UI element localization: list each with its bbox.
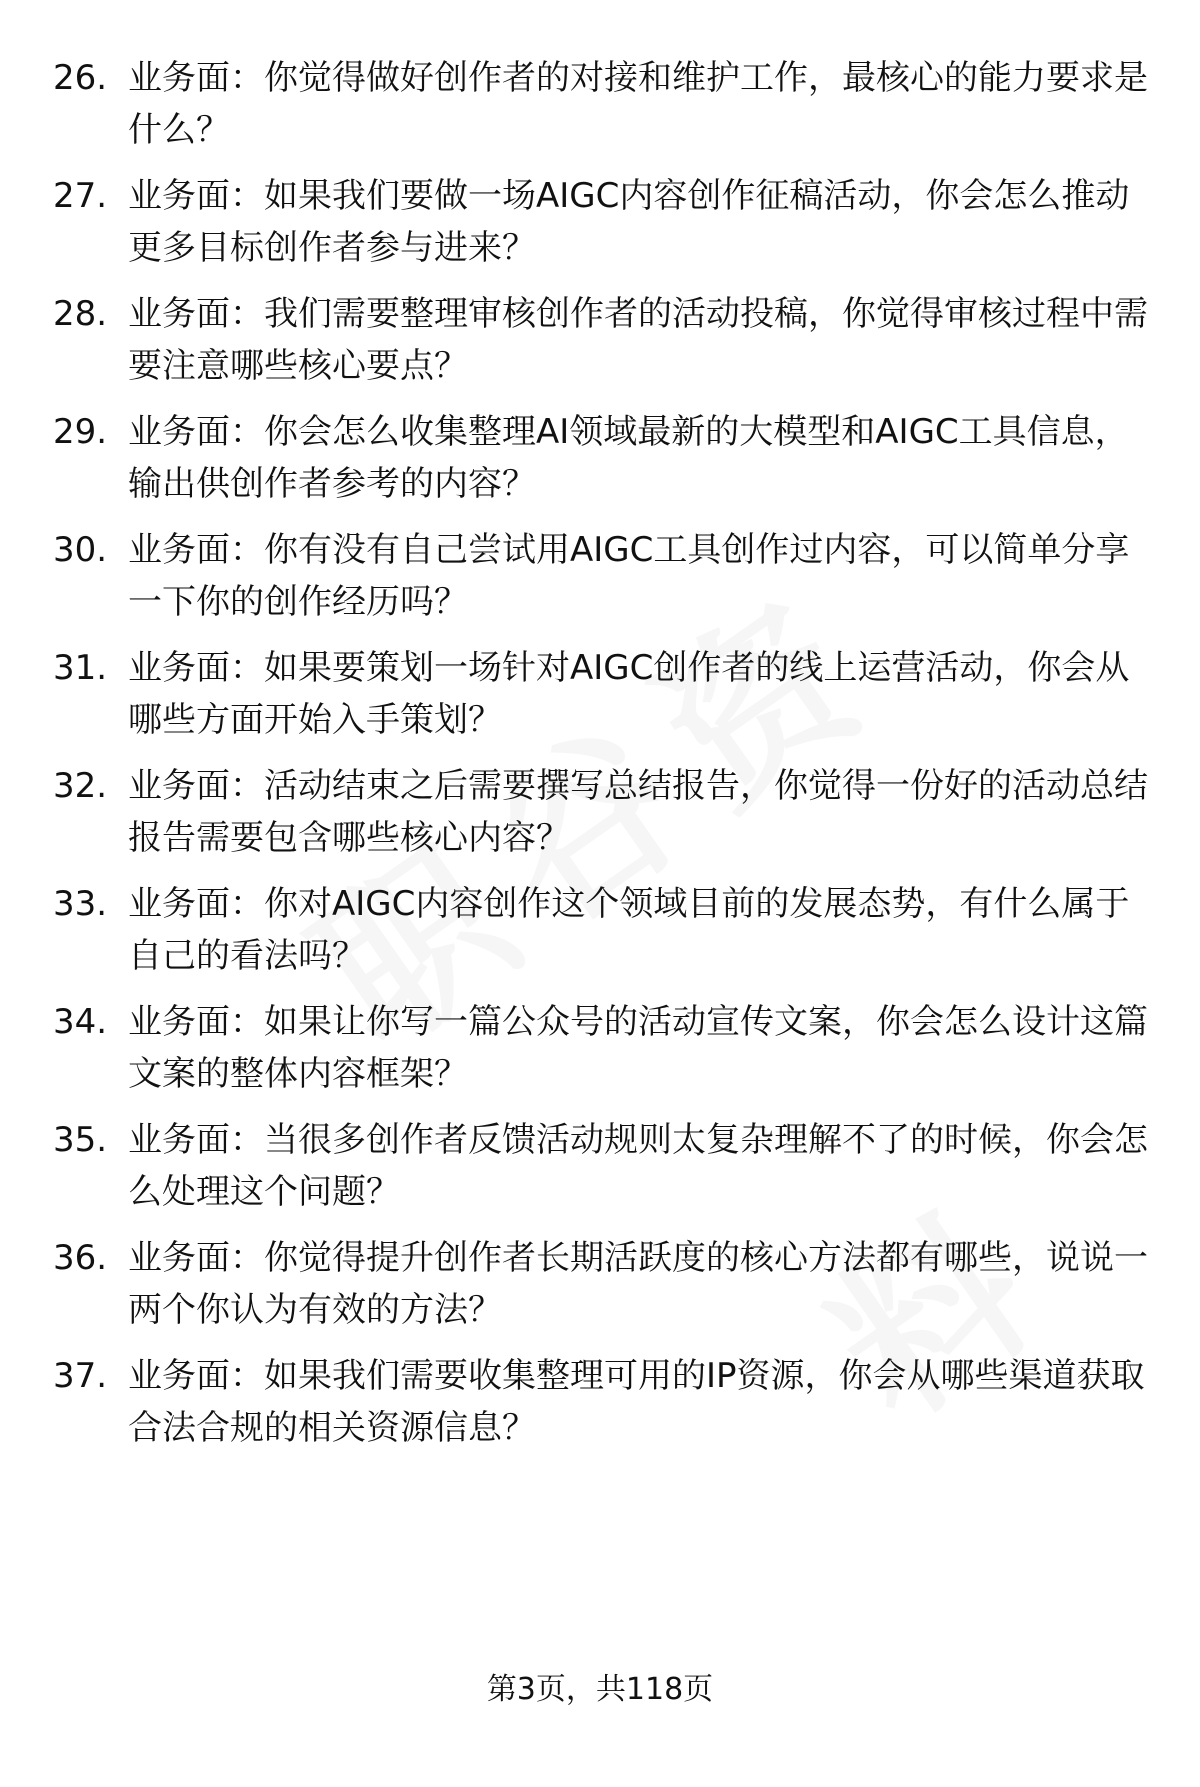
question-number: 32.: [53, 766, 108, 806]
question-number: 37.: [53, 1356, 108, 1396]
question-text: 业务面：你对AIGC内容创作这个领域目前的发展态势，有什么属于自己的看法吗？: [128, 884, 1130, 976]
question-number: 36.: [53, 1238, 108, 1278]
question-item: [0, 1350, 1200, 1470]
question-number: 31.: [53, 648, 108, 688]
question-item: [0, 996, 1200, 1116]
question-number: 30.: [53, 530, 108, 570]
question-text: 业务面：我们需要整理审核创作者的活动投稿，你觉得审核过程中需要注意哪些核心要点？: [128, 294, 1148, 386]
question-number: 33.: [53, 884, 108, 924]
question-item: [0, 1114, 1200, 1234]
question-text: 业务面：如果我们需要收集整理可用的IP资源，你会从哪些渠道获取合法合规的相关资源信息？: [128, 1356, 1145, 1448]
question-number: 35.: [53, 1120, 108, 1160]
question-item: [0, 406, 1200, 526]
question-number: 28.: [53, 294, 108, 334]
question-number: 29.: [53, 412, 108, 452]
question-item: [0, 52, 1200, 172]
question-text: 业务面：当很多创作者反馈活动规则太复杂理解不了的时候，你会怎么处理这个问题？: [128, 1120, 1148, 1212]
question-item: [0, 170, 1200, 290]
question-text: 业务面：如果我们要做一场AIGC内容创作征稿活动，你会怎么推动更多目标创作者参与进来？: [128, 176, 1130, 268]
page-number-label: 第3页，共118页: [486, 1672, 714, 1707]
question-text: 业务面：你觉得提升创作者长期活跃度的核心方法都有哪些，说说一两个你认为有效的方法？: [128, 1238, 1148, 1330]
question-item: [0, 878, 1200, 998]
question-text: 业务面：如果要策划一场针对AIGC创作者的线上运营活动，你会从哪些方面开始入手策划？: [128, 648, 1130, 740]
question-item: [0, 288, 1200, 408]
question-text: 业务面：你有没有自己尝试用AIGC工具创作过内容，可以简单分享一下你的创作经历吗？: [128, 530, 1130, 622]
question-item: [0, 1232, 1200, 1352]
question-number: 34.: [53, 1002, 108, 1042]
question-item: [0, 642, 1200, 762]
question-number: 26.: [53, 58, 108, 98]
question-text: 业务面：活动结束之后需要撰写总结报告，你觉得一份好的活动总结报告需要包含哪些核心内容？: [128, 766, 1148, 858]
question-item: [0, 524, 1200, 644]
question-item: [0, 760, 1200, 880]
question-text: 业务面：你会怎么收集整理AI领域最新的大模型和AIGC工具信息，输出供创作者参考的内容？: [128, 412, 1129, 504]
page-footer: [0, 1670, 1200, 1710]
question-number: 27.: [53, 176, 108, 216]
question-text: 业务面：如果让你写一篇公众号的活动宣传文案，你会怎么设计这篇文案的整体内容框架？: [128, 1002, 1148, 1094]
question-text: 业务面：你觉得做好创作者的对接和维护工作，最核心的能力要求是什么？: [128, 58, 1148, 150]
